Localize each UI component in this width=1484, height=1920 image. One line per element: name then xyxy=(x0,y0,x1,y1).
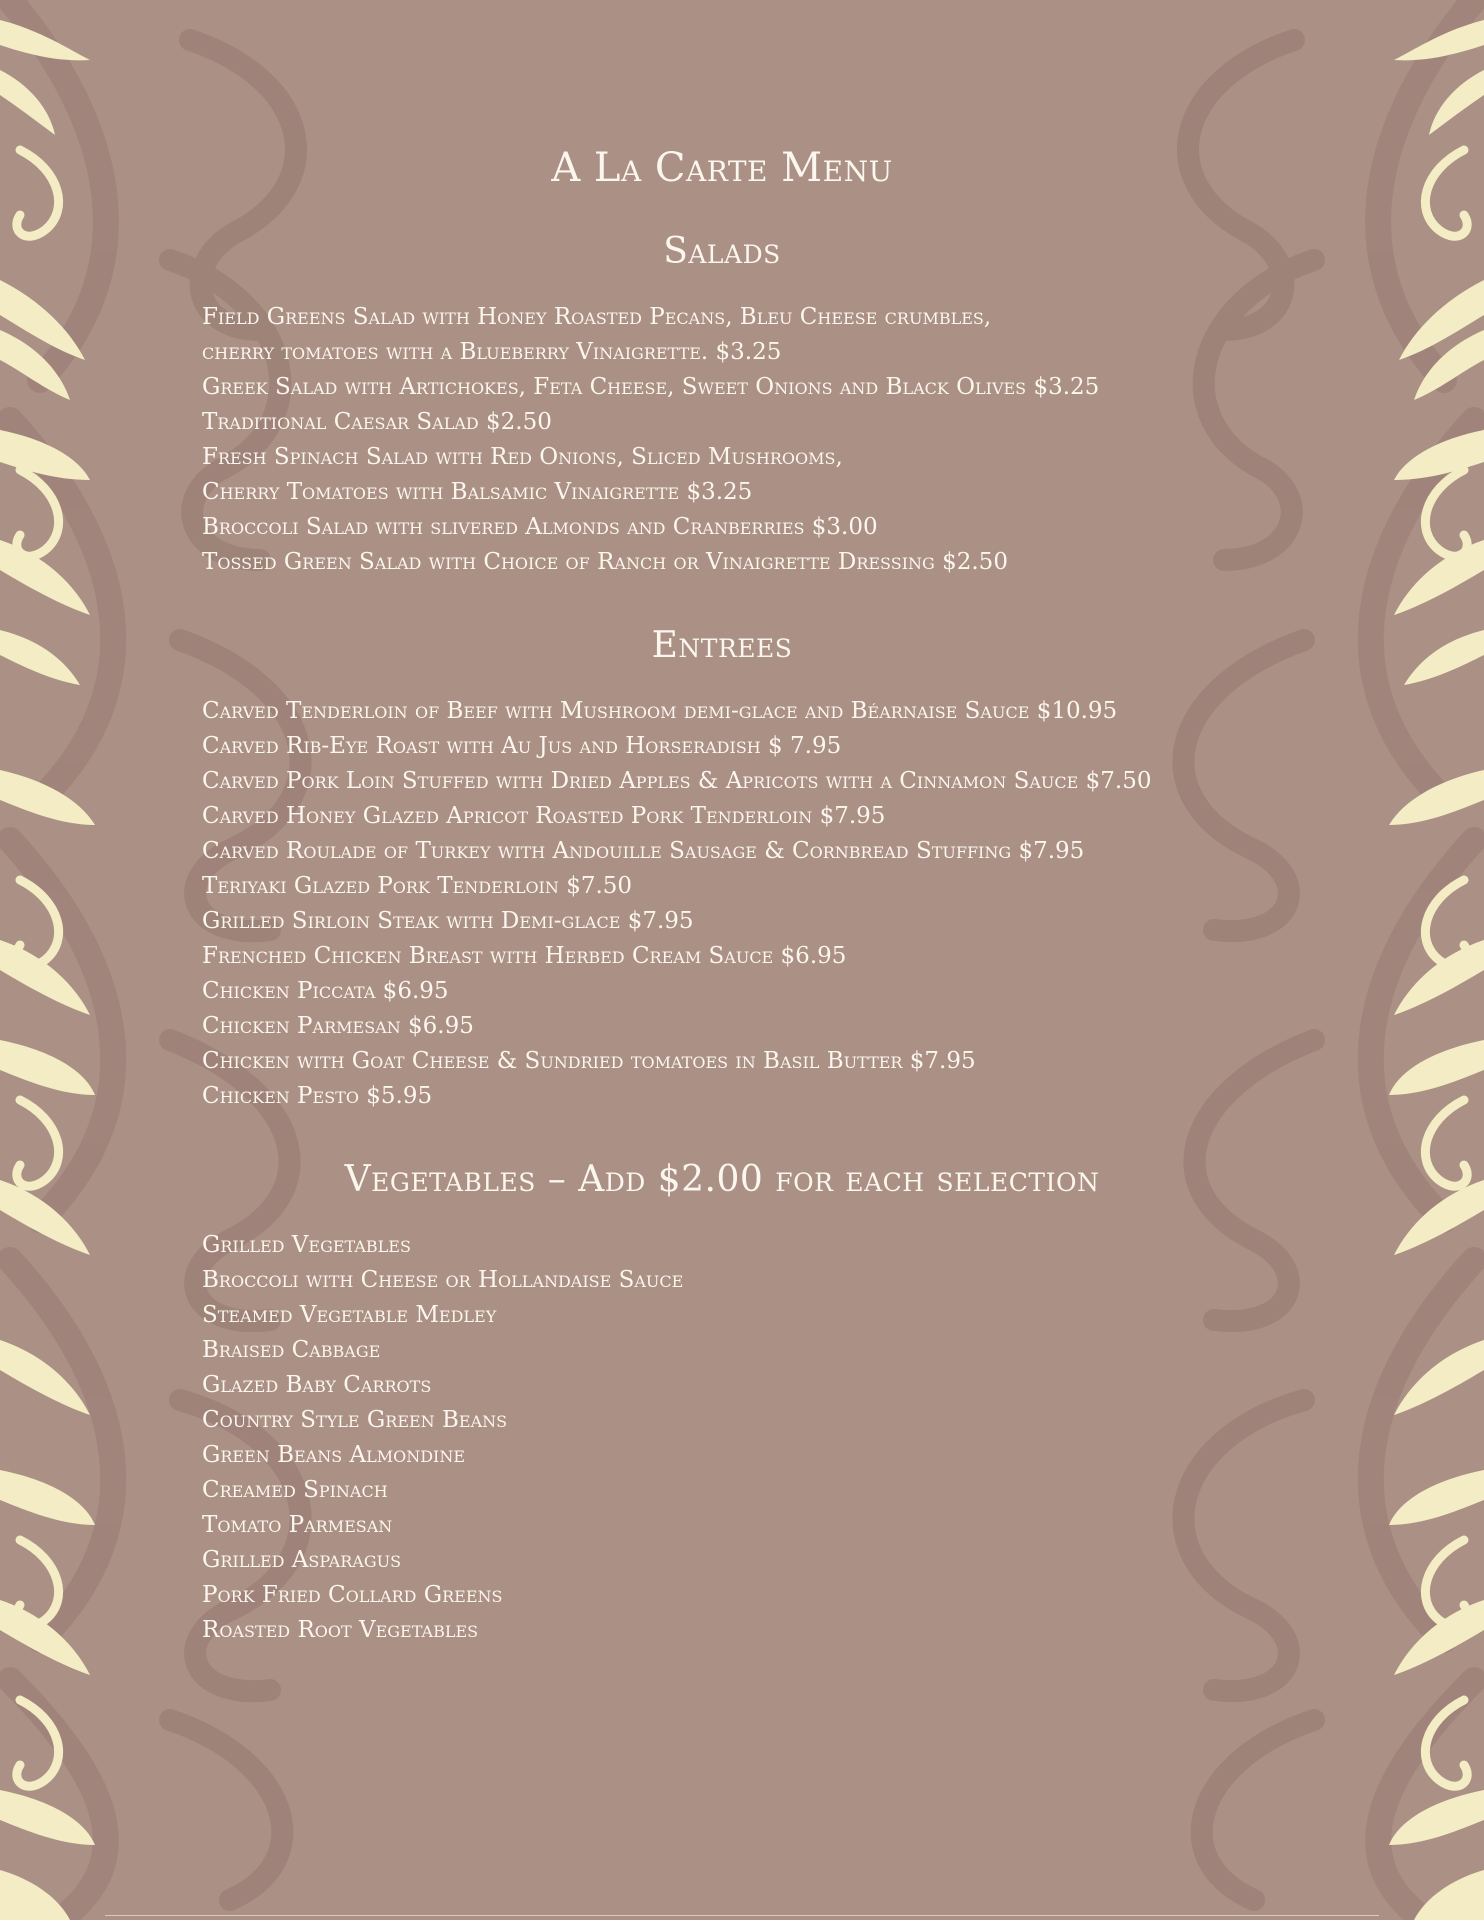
vegetables-list xyxy=(202,1228,1302,1648)
list-item: Chicken Piccata $6.95 xyxy=(202,978,449,1004)
list-item: Frenched Chicken Breast with Herbed Cream Sauce $6.95 xyxy=(202,943,847,969)
list-item: Fresh Spinach Salad with Red Onions, Sliced Mushrooms, xyxy=(202,444,843,470)
list-item: Traditional Caesar Salad $2.50 xyxy=(202,409,552,435)
floral-border-right xyxy=(1274,0,1484,1920)
section-heading-salads: Salads xyxy=(663,231,781,272)
list-item: Chicken Parmesan $6.95 xyxy=(202,1013,474,1039)
list-item: Pork Fried Collard Greens xyxy=(202,1582,503,1608)
entrees-list xyxy=(202,694,1302,1114)
list-item: Chicken Pesto $5.95 xyxy=(202,1083,433,1109)
list-item: Roasted Root Vegetables xyxy=(202,1617,479,1643)
list-item: Broccoli with Cheese or Hollandaise Sauce xyxy=(202,1267,684,1293)
list-item: Carved Pork Loin Stuffed with Dried Apples & Apricots with a Cinnamon Sauce $7.50 xyxy=(202,768,1152,794)
list-item: Carved Honey Glazed Apricot Roasted Pork Tenderloin $7.95 xyxy=(202,803,886,829)
list-item: cherry tomatoes with a Blueberry Vinaigrette. $3.25 xyxy=(202,339,782,365)
list-item: Chicken with Goat Cheese & Sundried tomatoes in Basil Butter $7.95 xyxy=(202,1048,976,1074)
list-item: Grilled Vegetables xyxy=(202,1232,411,1258)
list-item: Broccoli Salad with slivered Almonds and Cranberries $3.00 xyxy=(202,514,878,540)
list-item: Grilled Sirloin Steak with Demi-glace $7.95 xyxy=(202,908,694,934)
list-item: Teriyaki Glazed Pork Tenderloin $7.50 xyxy=(202,873,633,899)
list-item: Tossed Green Salad with Choice of Ranch or Vinaigrette Dressing $2.50 xyxy=(202,549,1008,575)
list-item: Creamed Spinach xyxy=(202,1477,388,1503)
list-item: Steamed Vegetable Medley xyxy=(202,1302,497,1328)
section-heading-vegetables: Vegetables – Add $2.00 for each selection xyxy=(344,1159,1100,1200)
list-item: Carved Roulade of Turkey with Andouille Sausage & Cornbread Stuffing $7.95 xyxy=(202,838,1085,864)
section-heading-entrees: Entrees xyxy=(651,625,793,666)
list-item: Carved Tenderloin of Beef with Mushroom demi-glace and Béarnaise Sauce $10.95 xyxy=(202,698,1118,724)
list-item: Tomato Parmesan xyxy=(202,1512,393,1538)
salads-list xyxy=(202,300,1302,580)
menu-content xyxy=(202,140,1302,1648)
bottom-divider xyxy=(105,1915,1379,1916)
list-item: Cherry Tomatoes with Balsamic Vinaigrette $3.25 xyxy=(202,479,753,505)
list-item: Field Greens Salad with Honey Roasted Pecans, Bleu Cheese crumbles, xyxy=(202,304,992,330)
list-item: Grilled Asparagus xyxy=(202,1547,402,1573)
list-item: Country Style Green Beans xyxy=(202,1407,508,1433)
floral-border-left xyxy=(0,0,210,1920)
list-item: Greek Salad with Artichokes, Feta Cheese, Sweet Onions and Black Olives $3.25 xyxy=(202,374,1100,400)
list-item: Carved Rib-Eye Roast with Au Jus and Horseradish $ 7.95 xyxy=(202,733,842,759)
list-item: Green Beans Almondine xyxy=(202,1442,466,1468)
list-item: Braised Cabbage xyxy=(202,1337,381,1363)
menu-title: A La Carte Menu xyxy=(551,145,893,191)
list-item: Glazed Baby Carrots xyxy=(202,1372,432,1398)
